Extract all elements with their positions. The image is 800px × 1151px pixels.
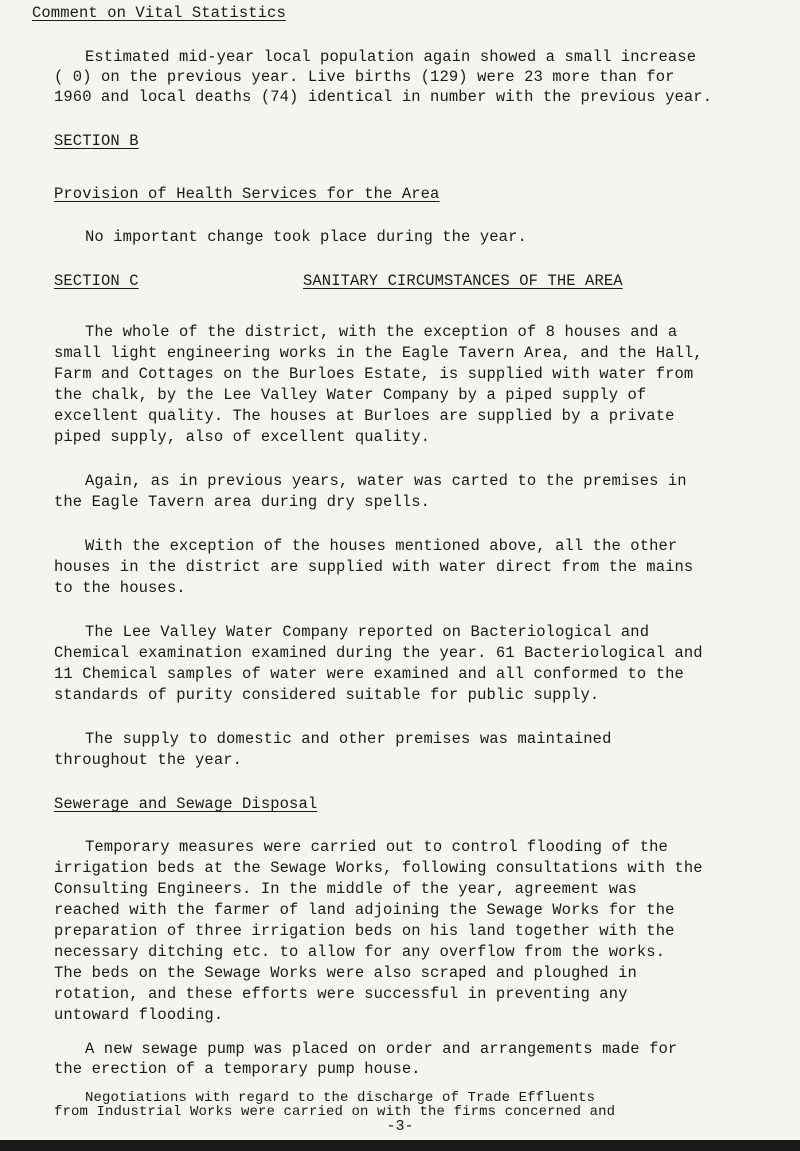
water-para4-line: standards of purity considered suitable for public supply. [54,686,600,704]
bottom-scan-edge [0,1140,800,1151]
water-para1-line: small light engineering works in the Eagle Tavern Area, and the Hall, [54,344,703,362]
section-c-title: SANITARY CIRCUMSTANCES OF THE AREA [303,272,623,290]
sewerage-para1-line: Consulting Engineers. In the middle of the year, agreement was [54,880,637,898]
sewerage-para3-line: Negotiations with regard to the discharge of Trade Effluents [85,1090,596,1106]
water-para2-line: Again, as in previous years, water was carted to the premises in [85,472,687,490]
sewerage-para1-line: reached with the farmer of land adjoining the Sewage Works for the [54,901,675,919]
water-para5-line: throughout the year. [54,751,243,769]
water-para4-line: The Lee Valley Water Company reported on Bacteriological and [85,623,650,641]
water-para3-line: With the exception of the houses mentioned above, all the other [85,537,678,555]
sewerage-para1-line: irrigation beds at the Sewage Works, following consultations with the [54,859,703,877]
water-para1-line: Farm and Cottages on the Burloes Estate, is supplied with water from [54,365,694,383]
sewerage-heading: Sewerage and Sewage Disposal [54,795,318,813]
sewerage-para1-line: The beds on the Sewage Works were also scraped and ploughed in [54,964,637,982]
sewerage-para2-line: A new sewage pump was placed on order and arrangements made for [85,1040,678,1058]
water-para1-line: excellent quality. The houses at Burloes are supplied by a private [54,407,675,425]
water-para5-line: The supply to domestic and other premises was maintained [85,730,612,748]
section-b-subheading: Provision of Health Services for the Area [54,185,440,203]
vital-line-2: ( 0) on the previous year. Live births (129) were 23 more than for [54,68,675,86]
sewerage-para1-line: rotation, and these efforts were successful in preventing any [54,985,628,1003]
water-para1-line: The whole of the district, with the exception of 8 houses and a [85,323,678,341]
sewerage-para3-line: from Industrial Works were carried on with the firms concerned and [54,1104,616,1120]
sewerage-para1-line: untoward flooding. [54,1006,224,1024]
water-para2-line: the Eagle Tavern area during dry spells. [54,493,431,511]
vital-line-3: 1960 and local deaths (74) identical in number with the previous year. [54,88,713,106]
page-number: -3- [386,1118,414,1135]
water-para4-line: Chemical examination examined during the year. 61 Bacteriological and [54,644,703,662]
water-para3-line: houses in the district are supplied with water direct from the mains [54,558,694,576]
water-para1-line: piped supply, also of excellent quality. [54,428,431,446]
section-b-label: SECTION B [54,132,139,150]
water-para1-line: the chalk, by the Lee Valley Water Company by a piped supply of [54,386,647,404]
sewerage-para1-line: necessary ditching etc. to allow for any overflow from the works. [54,943,666,961]
section-b-text: No important change took place during the year. [85,228,527,246]
water-para4-line: 11 Chemical samples of water were examined and all conformed to the [54,665,684,683]
water-para3-line: to the houses. [54,579,186,597]
vital-statistics-heading: Comment on Vital Statistics [32,4,286,22]
sewerage-para1-line: preparation of three irrigation beds on his land together with the [54,922,675,940]
sewerage-para2-line: the erection of a temporary pump house. [54,1060,421,1078]
vital-line-1: Estimated mid-year local population again showed a small increase [85,48,697,66]
section-c-label: SECTION C [54,272,139,290]
sewerage-para1-line: Temporary measures were carried out to control flooding of the [85,838,668,856]
